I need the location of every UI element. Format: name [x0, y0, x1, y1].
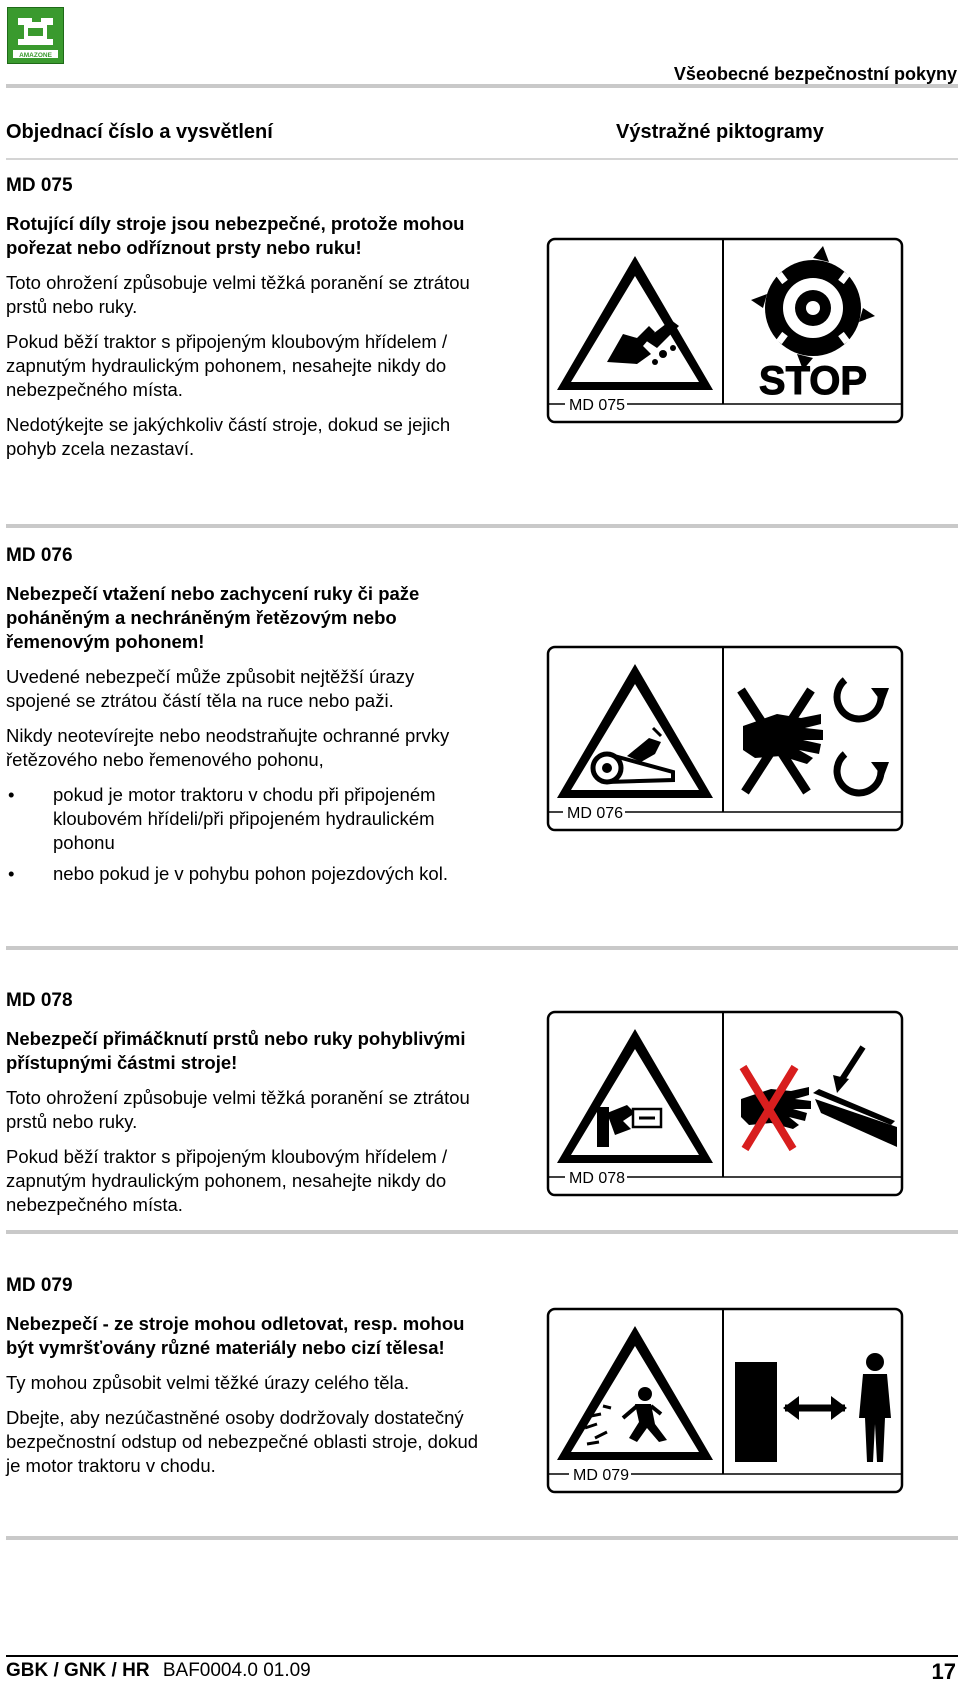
pictogram-md075: [545, 236, 905, 426]
section-code: MD 079: [6, 1275, 73, 1296]
section-paragraph: Nedotýkejte se jakýchkoliv částí stroje, dokud se jejich pohyb zcela nezastaví.: [6, 414, 451, 459]
section-divider: [6, 946, 958, 950]
section-code: MD 078: [6, 990, 73, 1011]
section-md078: [6, 989, 481, 1228]
section-code: MD 075: [6, 175, 73, 196]
pictogram-md079: [545, 1306, 905, 1496]
footer-models: GBK / GNK / HR: [6, 1660, 150, 1681]
section-hazard-title: Rotující díly stroje jsou nebezpečné, protože mohou pořezat nebo odříznout prsty nebo ruku!: [6, 213, 465, 258]
pictogram-md076: [545, 644, 905, 834]
column-header-right: Výstražné piktogramy: [616, 121, 824, 143]
section-paragraph: Toto ohrožení způsobuje velmi těžká poranění se ztrátou prstů nebo ruky.: [6, 272, 470, 317]
column-header-left: Objednací číslo a vysvětlení: [6, 121, 273, 143]
sign-label: MD 076: [567, 805, 624, 822]
section-paragraph: Nikdy neotevírejte nebo neodstraňujte ochranné prvky řetězového nebo řemenového pohonu,: [6, 725, 450, 770]
amazone-logo: [7, 7, 64, 64]
section-divider: [6, 1536, 958, 1540]
logo-text: AMAZONE: [19, 52, 52, 59]
section-paragraph: Toto ohrožení způsobuje velmi těžká poranění se ztrátou prstů nebo ruky.: [6, 1087, 470, 1132]
page-number: 17: [931, 1659, 956, 1684]
footer-info: [6, 1660, 311, 1682]
sign-label: MD 078: [569, 1170, 626, 1187]
section-divider: [6, 1230, 958, 1234]
section-md079: [6, 1274, 481, 1489]
pictogram-md078: [545, 1009, 905, 1199]
section-paragraph: Uvedené nebezpečí může způsobit nejtěžší úrazy spojené se ztrátou částí těla na ruce nebo paži.: [6, 666, 415, 711]
footer-doc-ref: BAF0004.0 01.09: [162, 1660, 311, 1681]
section-md075: [6, 174, 481, 472]
section-title: Všeobecné bezpečnostní pokyny: [673, 64, 957, 84]
column-divider: [6, 158, 958, 160]
section-paragraph: Pokud běží traktor s připojeným kloubovým hřídelem / zapnutým hydraulickým pohonem, nesahejte nikdy do nebezpečného místa.: [6, 331, 448, 400]
list-item: • pokud je motor traktoru v chodu při připojeném kloubovém hřídeli/při připojeném hydraulickém pohonu: [6, 783, 481, 855]
section-hazard-title: Nebezpečí - ze stroje mohou odletovat, resp. mohou být vymršťovány různé materiály nebo cizí tělesa!: [6, 1313, 465, 1358]
header-divider: [6, 84, 958, 88]
list-item: • nebo pokud je v pohybu pohon pojezdových kol.: [6, 862, 481, 886]
section-hazard-title: Nebezpečí vtažení nebo zachycení ruky či paže poháněným a nechráněným řetězovým nebo řemenovým pohonem!: [6, 583, 420, 652]
stop-text: STOP: [758, 359, 868, 403]
section-code: MD 076: [6, 545, 73, 566]
footer-divider: [6, 1655, 958, 1657]
section-md076: [6, 544, 481, 893]
section-paragraph: Pokud běží traktor s připojeným kloubovým hřídelem / zapnutým hydraulickým pohonem, nesahejte nikdy do nebezpečného místa.: [6, 1146, 448, 1215]
section-hazard-title: Nebezpečí přimáčknutí prstů nebo ruky pohyblivými přístupnými částmi stroje!: [6, 1028, 466, 1073]
sign-label: MD 075: [569, 397, 626, 414]
condition-list: [6, 783, 481, 886]
section-paragraph: Dbejte, aby nezúčastněné osoby dodržovaly dostatečný bezpečnostní odstup od nebezpečné oblasti stroje, dokud je motor traktoru v chodu.: [6, 1407, 479, 1476]
section-paragraph: Ty mohou způsobit velmi těžké úrazy celého těla.: [6, 1372, 410, 1393]
section-divider: [6, 524, 958, 528]
sign-label: MD 079: [573, 1467, 630, 1484]
